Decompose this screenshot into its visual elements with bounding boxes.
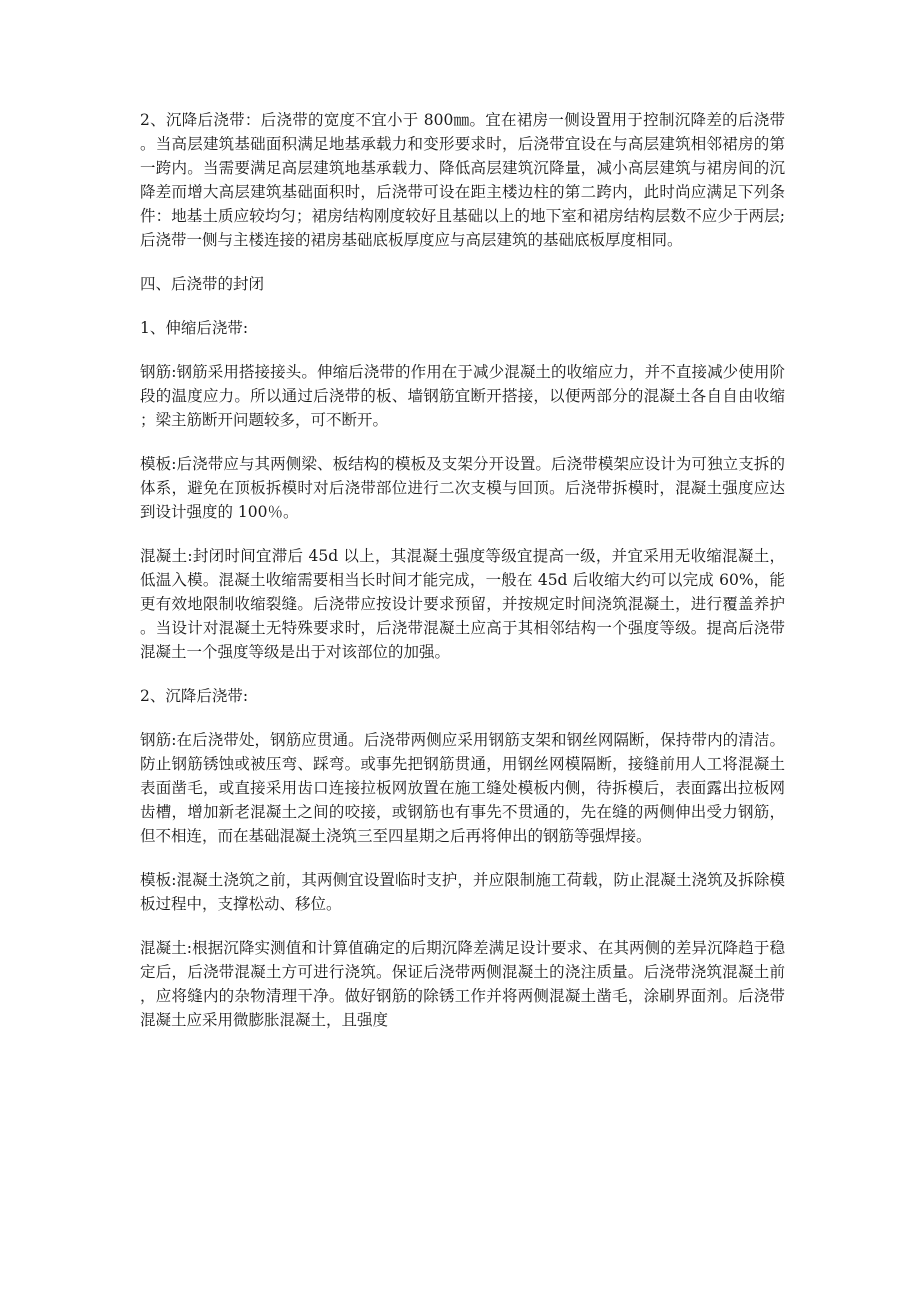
paragraph-settlement-formwork: 模板:混凝土浇筑之前，其两侧宜设置临时支护，并应限制施工荷载，防止混凝土浇筑及拆除模板过程中，支撑松动、移位。 [140,871,785,913]
paragraph-expansion-formwork: 模板:后浇带应与其两侧梁、板结构的模板及支架分开设置。后浇带模架应设计为可独立支拆的体系，避免在顶板拆模时对后浇带部位进行二次支模与回顶。后浇带拆模时，混凝土强度应达到设计强度的 100％。 [140,455,785,521]
paragraph-expansion-rebar: 钢筋:钢筋采用搭接接头。伸缩后浇带的作用在于减少混凝土的收缩应力，并不直接减少使用阶段的温度应力。所以通过后浇带的板、墙钢筋宜断开搭接，以便两部分的混凝土各自自由收缩；梁主筋断开问题较多，可不断开。 [140,363,785,429]
paragraph-settlement-strip-intro: 2、沉降后浇带：后浇带的宽度不宜小于 800㎜。宜在裙房一侧设置用于控制沉降差的后浇带。当高层建筑基础面积满足地基承载力和变形要求时，后浇带宜设在与高层建筑相邻裙房的第一跨内。当需要满足高层建筑地基承载力、降低高层建筑沉降量，减小高层建筑与裙房间的沉降差而增大高层建筑基础面积时，后浇带可设在距主楼边柱的第二跨内，此时尚应满足下列条件：地基土质应较均匀；裙房结构刚度较好且基础以上的地下室和裙房结构层数不应少于两层;后浇带一侧与主楼连接的裙房基础底板厚度应与高层建筑的基础底板厚度相同。 [140,111,785,249]
section-heading-closure: 四、后浇带的封闭 [140,275,265,293]
paragraph-settlement-concrete: 混凝土:根据沉降实测值和计算值确定的后期沉降差满足设计要求、在其两侧的差异沉降趋于稳定后，后浇带混凝土方可进行浇筑。保证后浇带两侧混凝土的浇注质量。后浇带浇筑混凝土前，应将缝内的杂物清理干净。做好钢筋的除锈工作并将两侧混凝土凿毛，涂刷界面剂。后浇带混凝土应采用微膨胀混凝土，且强度 [140,939,785,1029]
paragraph-expansion-concrete: 混凝土:封闭时间宜滞后 45d 以上，其混凝土强度等级宜提高一级，并宜采用无收缩混凝土，低温入模。混凝土收缩需要相当长时间才能完成，一般在 45d 后收缩大约可以完成 60%，能更有效地限制收缩裂缝。后浇带应按设计要求预留，并按规定时间浇筑混凝土，进行覆盖养护。当设计对混凝土无特殊要求时，后浇带混凝土应高于其相邻结构一个强度等级。提高后浇带混凝土一个强度等级是出于对该部位的加强。 [140,547,785,661]
subheading-settlement-strip: 2、沉降后浇带: [140,687,249,705]
document-page [140,108,785,1052]
subheading-expansion-strip: 1、伸缩后浇带: [140,319,249,337]
paragraph-settlement-rebar: 钢筋:在后浇带处，钢筋应贯通。后浇带两侧应采用钢筋支架和钢丝网隔断，保持带内的清洁。防止钢筋锈蚀或被压弯、踩弯。或事先把钢筋贯通，用钢丝网模隔断，接缝前用人工将混凝土表面凿毛，或直接采用齿口连接拉板网放置在施工缝处模板内侧，待拆模后，表面露出拉板网齿槽，增加新老混凝土之间的咬接，或钢筋也有事先不贯通的，先在缝的两侧伸出受力钢筋，但不相连，而在基础混凝土浇筑三至四星期之后再将伸出的钢筋等强焊接。 [140,731,785,845]
